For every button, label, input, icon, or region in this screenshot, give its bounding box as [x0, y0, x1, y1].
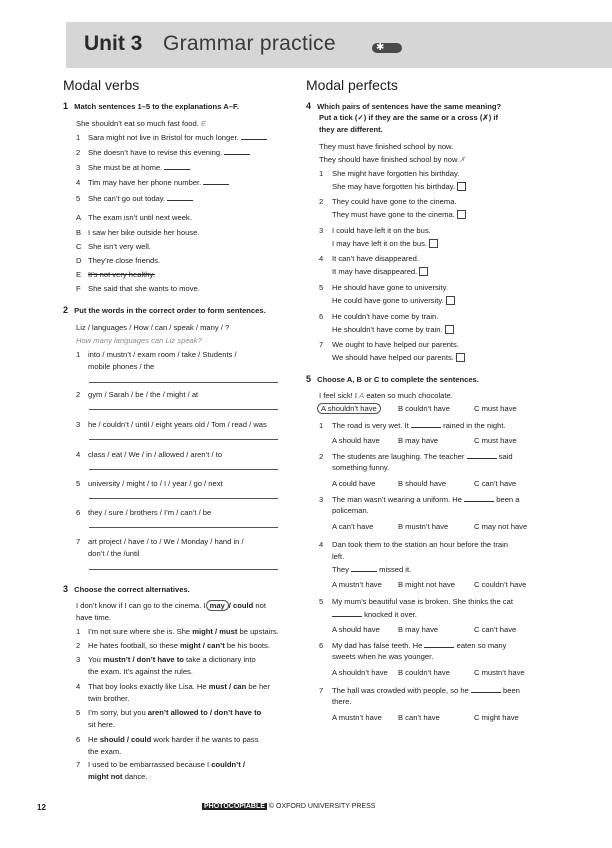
ex4-example-a: They must have finished school by now.	[319, 142, 454, 151]
option-text: The exam isn’t until next week.	[88, 213, 192, 222]
sentence-b: He could have gone to university.	[332, 296, 444, 305]
item-text: My mum’s beautiful vase is broken. She thinks the cat	[332, 597, 513, 606]
sentence-a: We ought to have helped our parents.	[332, 340, 459, 349]
alternatives: aren’t allowed to / don’t have to	[147, 708, 262, 717]
ex2-item	[76, 479, 223, 489]
ex1-option	[76, 284, 200, 294]
ex4-example-b: They should have finished school by now.✗	[319, 155, 466, 164]
sentence-b: It may have disappeared.	[332, 267, 418, 276]
item-number: 1	[76, 133, 81, 142]
item-text: university / might / to / I / year / go / next	[88, 479, 223, 488]
item-number: 2	[76, 390, 81, 399]
ex5-item-line2	[332, 609, 417, 620]
sentence-a: He should have gone to university.	[332, 283, 448, 292]
item-number: 5	[76, 708, 81, 717]
ex2-item	[76, 390, 198, 400]
ex4-item	[319, 254, 419, 264]
item-text: they / sure / brothers / I’m / can’t / be	[88, 508, 212, 517]
item-text: You	[88, 655, 103, 664]
item-text: The students are laughing. The teacher	[332, 452, 465, 461]
ex4-item	[319, 197, 457, 207]
section-title-modal-perfects: Modal perfects	[306, 77, 398, 93]
answer-blank	[332, 609, 362, 617]
option-c[interactable]: C mustn’t have	[474, 668, 525, 677]
item-number: 6	[76, 735, 81, 744]
item-text: Tim may have her phone number.	[88, 178, 202, 187]
sentence-b: We should have helped our parents.	[332, 353, 454, 362]
option-c[interactable]: C must have	[474, 436, 517, 445]
answer-line	[89, 498, 278, 499]
ex2-item	[76, 508, 211, 518]
item-text-line2: don’t / the /until	[88, 549, 140, 558]
ex5-item-line2: sweets when he was younger.	[332, 652, 434, 661]
ex4-item-line2	[332, 267, 428, 277]
ex4-item	[319, 312, 438, 322]
item-text: I used to be embarrassed because I	[88, 760, 212, 769]
ex3-example-line2: have time.	[76, 613, 112, 622]
answer-line	[89, 439, 278, 440]
item-text: been	[503, 686, 520, 695]
option-b[interactable]: B might not have	[398, 580, 455, 589]
ex4-item-line2	[332, 296, 455, 306]
answer-blank	[241, 132, 267, 140]
unit-number: Unit 3	[84, 32, 143, 55]
unit-title: Grammar practice	[163, 32, 336, 55]
item-text: I’m not sure where she is. She	[88, 627, 193, 636]
item-number: 1	[76, 350, 81, 359]
item-text-line2: mobile phones / the	[88, 362, 155, 371]
ex2-example: Liz / languages / How / can / speak / many / ?	[76, 323, 230, 332]
ex4-heading: 4 Which pairs of sentences have the same meaning?	[306, 101, 502, 111]
item-number: 2	[319, 197, 324, 206]
ex1-item	[76, 177, 229, 188]
ex3-item	[76, 627, 279, 637]
alternatives: might / can’t	[180, 641, 225, 650]
option-c[interactable]: C couldn’t have	[474, 580, 527, 589]
ex5-item	[319, 540, 508, 550]
item-text: He	[88, 735, 100, 744]
item-text: She doesn’t have to revise this evening.	[88, 148, 223, 157]
item-number: 7	[319, 340, 324, 349]
ex1-item	[76, 162, 190, 173]
item-number: 1	[76, 627, 81, 636]
ex5-item-line2: something funny.	[332, 463, 390, 472]
ex3-item-line2	[88, 694, 129, 704]
item-text: The man wasn’t wearing a uniform. He	[332, 495, 462, 504]
answer-blank	[471, 685, 501, 693]
item-text: sit here.	[88, 720, 116, 729]
sentence-a: I could have left it on the bus.	[332, 226, 431, 235]
ex4-instruction-line2: Put a tick (✓) if they are the same or a cross (✗) if	[319, 113, 498, 122]
option-letter: F	[76, 284, 81, 293]
section-title-modal-verbs: Modal verbs	[63, 77, 140, 93]
unit-banner	[66, 22, 612, 68]
option-b[interactable]: B can’t have	[398, 713, 440, 722]
ex3-example: I don’t know if I can go to the cinema. I may / could not	[76, 601, 266, 610]
answer-checkbox[interactable]	[456, 353, 465, 362]
item-number: 4	[76, 178, 81, 187]
item-number: 7	[76, 760, 81, 769]
item-text: My dad has false teeth. He	[332, 641, 423, 650]
photocopiable-tag: PHOTOCOPIABLE	[204, 803, 265, 810]
ex4-item	[319, 169, 459, 179]
sentence-a: It can’t have disappeared.	[332, 254, 419, 263]
answer-line	[89, 469, 278, 470]
option-c[interactable]: C can’t have	[474, 479, 517, 488]
option-b[interactable]: B couldn’t have	[398, 668, 450, 677]
item-text: rained in the night.	[443, 421, 506, 430]
item-number: 1	[319, 169, 324, 178]
item-number: 6	[319, 641, 324, 650]
item-text: missed it.	[379, 565, 412, 574]
ex1-heading: 1 Match sentences 1–5 to the explanations A–F.	[63, 101, 239, 111]
item-text: art project / have / to / We / Monday / hand in /	[88, 537, 244, 546]
answer-line	[89, 409, 278, 410]
item-text: the exam.	[88, 747, 122, 756]
item-text: be her	[246, 682, 270, 691]
ex5-heading: 5 Choose A, B or C to complete the sentences.	[306, 374, 479, 384]
ex5-item-line2: left.	[332, 552, 345, 561]
ex1-option	[76, 213, 192, 223]
star-icon: ✱	[376, 42, 385, 53]
option-text: They’re close friends.	[88, 256, 161, 265]
ex1-item	[76, 132, 267, 143]
item-text: into / mustn’t / exam room / take / Students /	[88, 350, 237, 359]
ex1-option	[76, 256, 160, 266]
ex4-instruction-line3: they are different.	[319, 125, 383, 134]
item-text: Sara might not live in Bristol for much longer.	[88, 133, 239, 142]
item-text: be his boots.	[224, 641, 270, 650]
ex3-item	[76, 655, 256, 665]
ex4-item	[319, 226, 431, 236]
option-letter: E	[76, 270, 82, 279]
option-b[interactable]: B mustn’t have	[398, 522, 449, 531]
footer-copyright: PHOTOCOPIABLE © OXFORD UNIVERSITY PRESS	[204, 803, 376, 810]
option-text: It’s not very healthy.	[88, 270, 155, 279]
option-a[interactable]: A could have	[332, 479, 376, 488]
ex3-item	[76, 641, 270, 651]
item-number: 3	[76, 163, 81, 172]
item-text: twin brother.	[88, 694, 130, 703]
ex4-item-line2	[332, 210, 466, 220]
answer-blank	[164, 162, 190, 170]
answer-blank	[411, 420, 441, 428]
circled-option: A shouldn’t have	[317, 403, 381, 414]
circled-answer: may	[206, 600, 229, 611]
option-c[interactable]: C can’t have	[474, 625, 517, 634]
ex5-item	[319, 494, 519, 505]
item-text: dance.	[122, 772, 148, 781]
page-number: 12	[37, 803, 46, 812]
ex5-example: I feel sick! I A eaten so much chocolate.	[319, 391, 453, 400]
option-a[interactable]: A shouldn’t have	[332, 668, 388, 677]
item-text: That boy looks exactly like Lisa. He	[88, 682, 209, 691]
ex3-item-line2	[88, 772, 148, 782]
ex3-heading: 3 Choose the correct alternatives.	[63, 584, 190, 594]
sentence-b: He shouldn’t have come by train.	[332, 325, 443, 334]
ex1-option	[76, 270, 155, 280]
item-text: He hates football, so these	[88, 641, 181, 650]
item-number: 6	[319, 312, 324, 321]
answer-line	[89, 527, 278, 528]
option-c[interactable]: C might have	[474, 713, 519, 722]
ex4-item	[319, 283, 448, 293]
item-text: I’m sorry, but you	[88, 708, 148, 717]
alternatives: might / must	[192, 627, 238, 636]
sentence-a: She might have forgotten his birthday.	[332, 169, 460, 178]
ex4-item-line2	[332, 325, 454, 335]
answer-checkbox[interactable]	[445, 325, 454, 334]
item-number: 5	[76, 194, 81, 203]
item-number: 5	[76, 479, 81, 488]
item-text: take a dictionary into	[183, 655, 256, 664]
ex1-example: She shouldn’t eat so much fast food. E	[76, 119, 207, 128]
item-text: The road is very wet. It	[332, 421, 409, 430]
ex5-example-options	[317, 404, 381, 414]
ex1-option	[76, 228, 199, 238]
item-number: 2	[76, 148, 81, 157]
item-text: work harder if he wants to pass	[151, 735, 259, 744]
ex3-item-line2	[88, 747, 121, 757]
ex3-item	[76, 735, 259, 745]
ex2-item	[76, 450, 222, 460]
ex5-item	[319, 685, 520, 696]
ex5-example-option-b: B couldn’t have	[398, 404, 450, 413]
option-letter: B	[76, 228, 82, 237]
ex5-item-line2: there.	[332, 697, 352, 706]
option-letter: C	[76, 242, 82, 251]
item-number: 6	[76, 508, 81, 517]
item-number: 7	[76, 537, 81, 546]
ex4-item	[319, 340, 459, 350]
alternatives: might not	[88, 772, 123, 781]
ex2-item	[76, 420, 267, 430]
ex5-item-line2: policeman.	[332, 506, 369, 515]
item-text: been a	[496, 495, 520, 504]
item-text: gym / Sarah / be / the / might / at	[88, 390, 199, 399]
alternatives: should / could	[99, 735, 152, 744]
item-number: 3	[319, 226, 324, 235]
item-number: 4	[319, 540, 324, 549]
option-text: She isn’t very well.	[88, 242, 151, 251]
answer-checkbox[interactable]	[457, 210, 466, 219]
item-number: 5	[319, 597, 324, 606]
answer-blank	[424, 640, 454, 648]
answer-checkbox[interactable]	[446, 296, 455, 305]
sentence-b: She may have forgotten his birthday.	[332, 182, 456, 191]
option-text: I saw her bike outside her house.	[88, 228, 200, 237]
answer-checkbox[interactable]	[429, 239, 438, 248]
item-text: They	[332, 565, 349, 574]
ex2-item	[76, 537, 244, 547]
item-number: 5	[319, 283, 324, 292]
item-number: 3	[319, 495, 324, 504]
ex2-example-answer: How many languages can Liz speak?	[76, 336, 202, 345]
ex4-item-line2	[332, 239, 438, 249]
item-text: The hall was crowded with people, so he	[332, 686, 469, 695]
answer-checkbox[interactable]	[457, 182, 466, 191]
ex5-item	[319, 451, 513, 462]
option-b[interactable]: B should have	[398, 479, 447, 488]
item-text: Dan took them to the station an hour before the train	[332, 540, 509, 549]
item-number: 4	[319, 254, 324, 263]
ex3-item	[76, 708, 261, 718]
item-number: 2	[76, 641, 81, 650]
item-text: be upstairs.	[237, 627, 279, 636]
option-letter: A	[76, 213, 82, 222]
item-number: 1	[319, 421, 324, 430]
item-text: the exam. It’s against the rules.	[88, 667, 193, 676]
option-a[interactable]: A mustn’t have	[332, 580, 382, 589]
ex1-option	[76, 242, 151, 252]
ex2-heading: 2 Put the words in the correct order to form sentences.	[63, 305, 266, 315]
ex2-item	[76, 350, 237, 360]
item-text: he / couldn’t / until / eight years old / Tom / read / was	[88, 420, 267, 429]
answer-line	[89, 569, 278, 570]
option-text: She said that she wants to move.	[88, 284, 200, 293]
item-text: knocked it over.	[364, 610, 417, 619]
ex1-item	[76, 193, 193, 204]
item-number: 3	[76, 655, 81, 664]
option-b[interactable]: B may have	[398, 625, 439, 634]
answer-blank	[167, 193, 193, 201]
option-letter: D	[76, 256, 82, 265]
item-number: 3	[76, 420, 81, 429]
alternatives: couldn’t /	[211, 760, 246, 769]
sentence-b: I may have left it on the bus.	[332, 239, 427, 248]
ex3-item-line2	[88, 720, 115, 730]
ex5-item	[319, 597, 513, 607]
sentence-a: He couldn’t have come by train.	[332, 312, 439, 321]
sentence-a: They could have gone to the cinema.	[332, 197, 457, 206]
item-number: 4	[76, 450, 81, 459]
answer-blank	[351, 564, 377, 572]
item-number: 4	[76, 682, 81, 691]
sentence-b: They must have gone to the cinema.	[332, 210, 455, 219]
item-text: She must be at home.	[88, 163, 163, 172]
option-c[interactable]: C may not have	[474, 522, 528, 531]
ex3-item-line2	[88, 667, 193, 677]
answer-line	[89, 382, 278, 383]
ex1-item	[76, 147, 250, 158]
ex5-item	[319, 640, 506, 651]
answer-checkbox[interactable]	[419, 267, 428, 276]
option-a[interactable]: A should have	[332, 436, 380, 445]
option-a[interactable]: A should have	[332, 625, 380, 634]
ex3-item	[76, 682, 270, 692]
answer-blank	[203, 177, 229, 185]
alternatives: must / can	[208, 682, 247, 691]
ex5-example-option-c: C must have	[474, 404, 517, 413]
item-text: She can’t go out today.	[88, 194, 166, 203]
ex4-item-line2	[332, 182, 466, 192]
ex3-item	[76, 760, 245, 770]
answer-blank	[464, 494, 494, 502]
answer-blank	[224, 147, 250, 155]
option-a[interactable]: A mustn’t have	[332, 713, 382, 722]
item-text: eaten so many	[456, 641, 507, 650]
alternatives: mustn’t / don’t have to	[102, 655, 184, 664]
option-a[interactable]: A can’t have	[332, 522, 374, 531]
item-number: 7	[319, 686, 324, 695]
item-text: class / eat / We / in / allowed / aren’t / to	[88, 450, 223, 459]
item-number: 2	[319, 452, 324, 461]
ex5-item	[319, 420, 506, 431]
option-b[interactable]: B may have	[398, 436, 439, 445]
item-text: said	[498, 452, 513, 461]
ex5-item-line3	[332, 564, 411, 575]
answer-blank	[467, 451, 497, 459]
ex4-item-line2	[332, 353, 465, 363]
